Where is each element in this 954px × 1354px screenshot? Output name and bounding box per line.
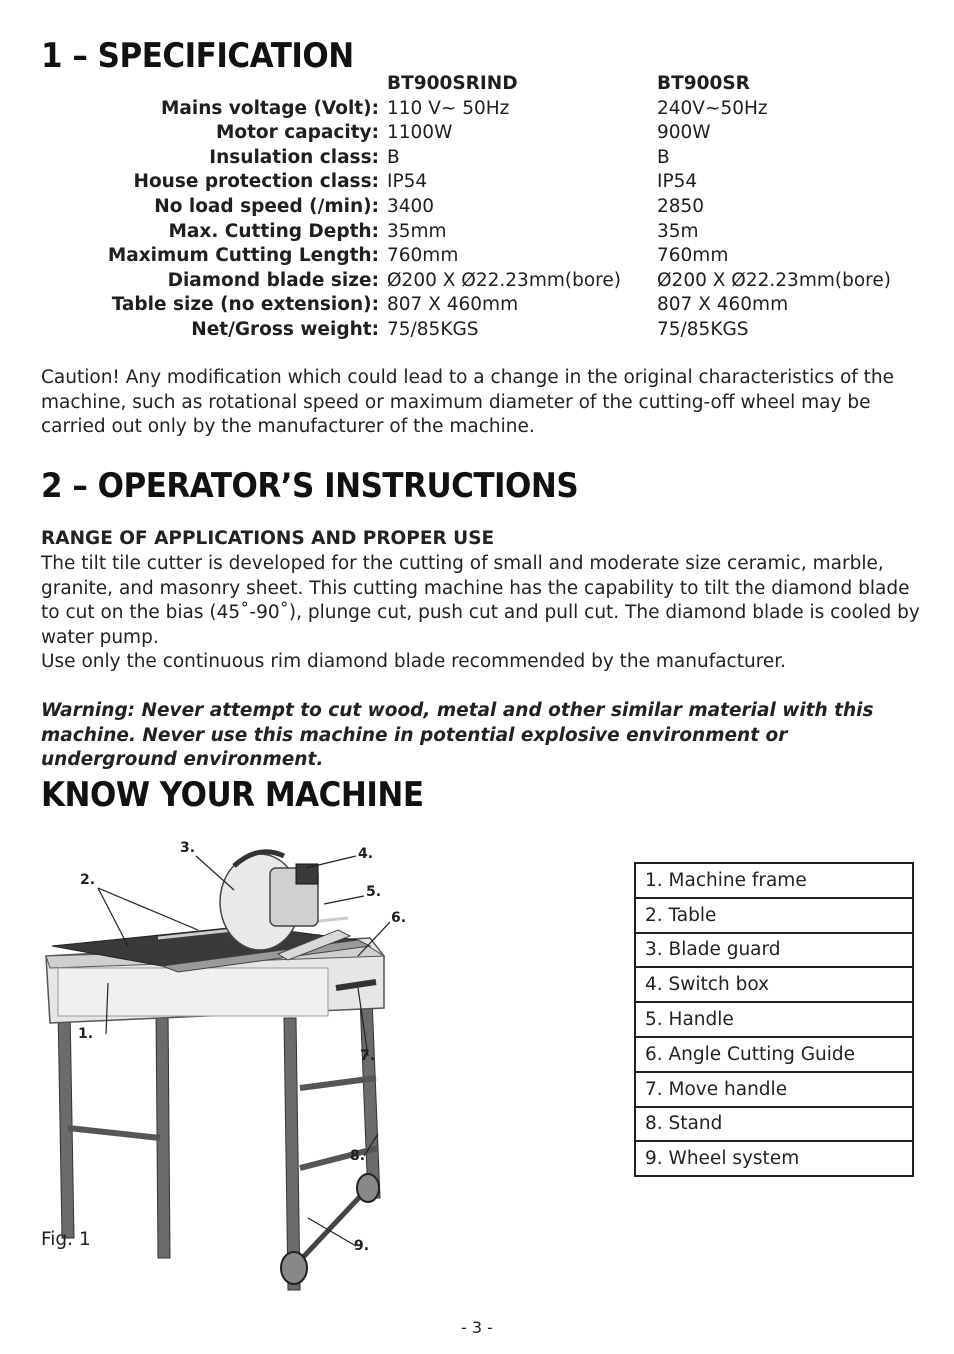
caution-paragraph: Caution! Any modification which could lead to a change in the original characteristics of the machine, such as rotational speed or maximum diameter of the cutting-off wheel may be carried out only by the manufacturer of the machine.	[41, 367, 895, 438]
spec-value-model-2: 75/85KGS	[657, 318, 749, 340]
spec-value-model-1: 75/85KGS	[387, 318, 479, 340]
warning-paragraph: Warning: Never attempt to cut wood, metal and other similar material with this machine. Never use this machine in potential explosive environment or underground environment.	[41, 700, 874, 771]
parts-row	[635, 1107, 913, 1142]
parts-row	[635, 933, 913, 968]
parts-row	[635, 898, 913, 933]
spec-row	[0, 293, 954, 318]
parts-row	[635, 1141, 913, 1176]
figure-callout-number: 2.	[80, 872, 96, 888]
part-name: 8. Stand	[635, 1107, 913, 1142]
figure-callout-number: 4.	[358, 846, 374, 862]
figure-callout-number: 6.	[391, 910, 407, 926]
wheel	[357, 1174, 379, 1202]
figure-callout-number: 1.	[78, 1026, 94, 1042]
spec-label: House protection class:	[133, 171, 379, 193]
spec-value-model-1: 1100W	[387, 122, 453, 144]
range-body-paragraph: Use only the continuous rim diamond blade recommended by the manufacturer.	[41, 651, 787, 673]
spec-label: Motor capacity:	[215, 122, 379, 144]
spec-header-row	[0, 72, 954, 97]
parts-row	[635, 1037, 913, 1072]
part-name: 9. Wheel system	[635, 1141, 913, 1176]
spec-label: No load speed (/min):	[154, 195, 379, 217]
spec-value-model-2: Ø200 X Ø22.23mm(bore)	[657, 269, 891, 291]
range-of-applications-body	[41, 552, 921, 675]
spec-value-model-1: B	[387, 146, 400, 168]
switch-box	[296, 864, 318, 884]
spec-value-model-1: Ø200 X Ø22.23mm(bore)	[387, 269, 621, 291]
figure-callout-number: 8.	[350, 1148, 366, 1164]
parts-row	[635, 863, 913, 898]
parts-row	[635, 1002, 913, 1037]
part-name: 7. Move handle	[635, 1072, 913, 1107]
part-name: 1. Machine frame	[635, 863, 913, 898]
spec-value-model-2: 807 X 460mm	[657, 294, 789, 316]
specification-table	[0, 72, 954, 343]
spec-value-model-2: 2850	[657, 195, 705, 217]
range-body-paragraph: The tilt tile cutter is developed for the cutting of small and moderate size ceramic, marble, granite, and masonry sheet. This cutting machine has the capability to tilt the diamond blade to cut on the bias (45˚-90˚), plunge cut, push cut and pull cut. The diamond blade is cooled by water pump.	[41, 553, 920, 648]
section-title-operator-instructions: 2 – OPERATOR’S INSTRUCTIONS	[41, 467, 579, 506]
spec-row	[0, 146, 954, 171]
stand-leg	[360, 998, 380, 1198]
spec-label: Mains voltage (Volt):	[160, 97, 379, 119]
parts-list-table	[634, 862, 914, 1177]
spec-label: Insulation class:	[209, 146, 379, 168]
page-number: - 3 -	[461, 1318, 493, 1337]
stand-leg	[156, 1008, 170, 1258]
part-name: 2. Table	[635, 898, 913, 933]
spec-value-model-1: 3400	[387, 195, 435, 217]
figure-callout-number: 9.	[354, 1238, 370, 1254]
spec-row	[0, 269, 954, 294]
section-title-know-your-machine: KNOW YOUR MACHINE	[41, 776, 424, 815]
spec-label: Table size (no extension):	[111, 294, 379, 316]
spec-value-model-2: 900W	[657, 122, 711, 144]
spec-value-model-2: 35m	[657, 220, 699, 242]
spec-value-model-2: B	[657, 146, 670, 168]
model-column-header: BT900SR	[657, 73, 750, 94]
spec-label: Max. Cutting Depth:	[168, 220, 379, 242]
figure-caption: Fig. 1	[41, 1229, 91, 1250]
spec-value-model-1: 807 X 460mm	[387, 294, 519, 316]
section-title-specification: 1 – SPECIFICATION	[41, 37, 354, 76]
figure-callout-number: 7.	[360, 1048, 376, 1064]
model-column-header: BT900SRIND	[387, 73, 518, 94]
spec-row	[0, 244, 954, 269]
spec-label: Maximum Cutting Length:	[107, 245, 379, 267]
spec-label: Diamond blade size:	[167, 269, 379, 291]
part-name: 5. Handle	[635, 1002, 913, 1037]
spec-value-model-1: 110 V~ 50Hz	[387, 97, 510, 119]
parts-row	[635, 1072, 913, 1107]
machine-figure	[38, 838, 418, 1308]
spec-value-model-2: 240V~50Hz	[657, 97, 768, 119]
spec-value-model-1: 35mm	[387, 220, 447, 242]
spec-row	[0, 97, 954, 122]
spec-row	[0, 220, 954, 245]
part-name: 3. Blade guard	[635, 933, 913, 968]
stand-leg	[284, 1018, 300, 1290]
subheading-range-of-applications: RANGE OF APPLICATIONS AND PROPER USE	[41, 528, 495, 549]
spec-row	[0, 195, 954, 220]
parts-row	[635, 967, 913, 1002]
spec-row	[0, 170, 954, 195]
spec-value-model-2: IP54	[657, 171, 698, 193]
figure-callout-number: 5.	[366, 884, 382, 900]
stand-leg	[58, 1008, 74, 1238]
part-name: 4. Switch box	[635, 967, 913, 1002]
spec-value-model-1: 760mm	[387, 245, 459, 267]
wheel	[281, 1252, 307, 1284]
spec-value-model-2: 760mm	[657, 245, 729, 267]
spec-label: Net/Gross weight:	[191, 318, 379, 340]
figure-callout-number: 3.	[180, 840, 196, 856]
part-name: 6. Angle Cutting Guide	[635, 1037, 913, 1072]
spec-row	[0, 318, 954, 343]
spec-row	[0, 121, 954, 146]
spec-value-model-1: IP54	[387, 171, 428, 193]
